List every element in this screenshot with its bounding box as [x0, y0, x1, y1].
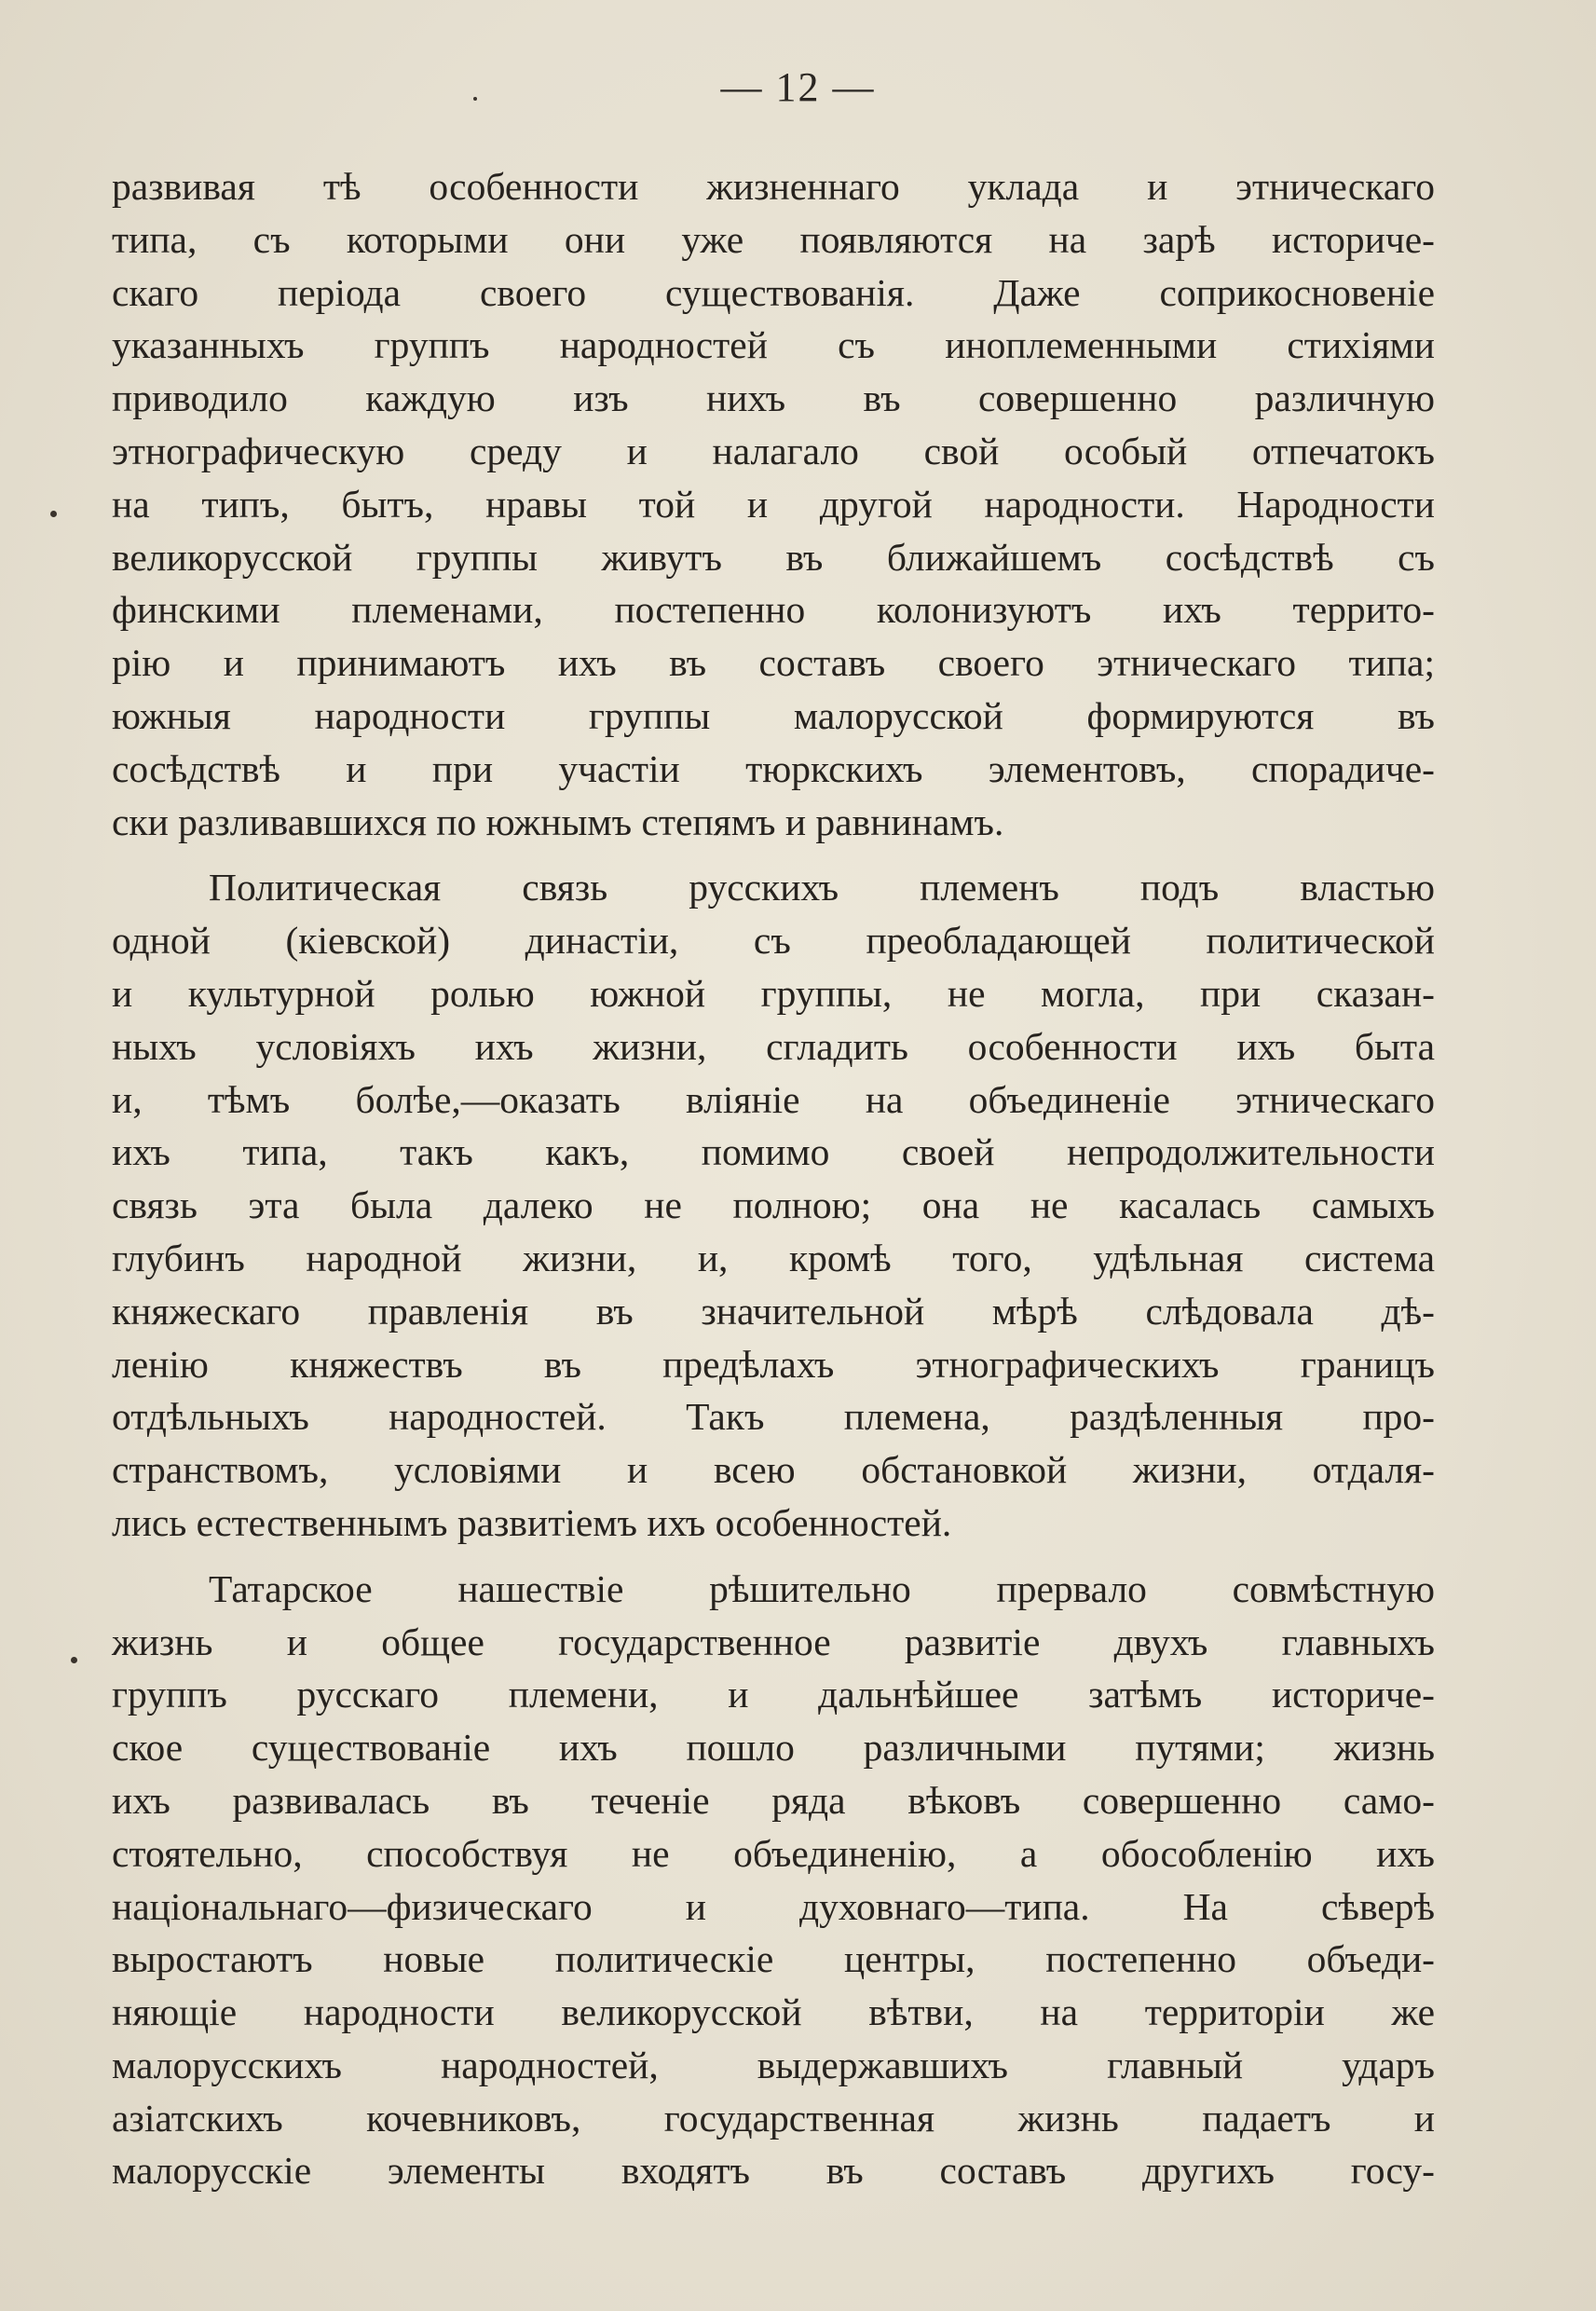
text-line: южныя народности группы малорусской формируются въ	[112, 693, 1435, 737]
page-number: — 12 —	[720, 64, 876, 110]
text-line: приводило каждую изъ нихъ въ совершенно различную	[112, 376, 1435, 420]
paragraph-3	[112, 1563, 1435, 2198]
text-line: типа, съ которыми они уже появляются на зарѣ историче-	[112, 217, 1435, 261]
text-line: ихъ типа, такъ какъ, помимо своей непродолжительности	[112, 1130, 1435, 1174]
text-line: національнаго—физическаго и духовнаго—типа. На сѣверѣ	[112, 1884, 1435, 1928]
text-line: ленію княжествъ въ предѣлахъ этнографическихъ границъ	[112, 1342, 1435, 1386]
print-speck	[50, 511, 57, 517]
text-line: и культурной ролью южной группы, не могла, при сказан-	[112, 971, 1435, 1015]
text-line: странствомъ, условіями и всею обстановкой жизни, отдаля-	[112, 1448, 1435, 1492]
text-line: связь эта была далеко не полною; она не касалась самыхъ	[112, 1183, 1435, 1227]
text-line: ихъ развивалась въ теченіе ряда вѣковъ совершенно само-	[112, 1778, 1435, 1822]
text-line: малорусскихъ народностей, выдержавшихъ главный ударъ	[112, 2043, 1435, 2086]
text-line: на типъ, бытъ, нравы той и другой народности. Народности	[112, 482, 1435, 526]
text-line: сосѣдствѣ и при участіи тюркскихъ элементовъ, спорадиче-	[112, 746, 1435, 790]
text-line: азіатскихъ кочевниковъ, государственная жизнь падаетъ и	[112, 2096, 1435, 2140]
paragraph-1	[112, 160, 1435, 848]
text-line: рію и принимаютъ ихъ въ составъ своего этническаго типа;	[112, 641, 1435, 685]
text-line: и, тѣмъ болѣе,—оказать вліяніе на объединеніе этническаго	[112, 1077, 1435, 1121]
text-line: великорусской группы живутъ въ ближайшемъ сосѣдствѣ съ	[112, 535, 1435, 579]
text-line: княжескаго правленія въ значительной мѣрѣ слѣдовала дѣ-	[112, 1289, 1435, 1333]
text-line: группъ русскаго племени, и дальнѣйшее затѣмъ историче-	[112, 1673, 1435, 1716]
text-line: глубинъ народной жизни, и, кромѣ того, удѣльная система	[112, 1236, 1435, 1279]
text-line: малорусскіе элементы входятъ въ составъ другихъ госу-	[112, 2149, 1435, 2193]
print-speck	[71, 1657, 77, 1663]
text-line: ское существованіе ихъ пошло различными путями; жизнь	[112, 1726, 1435, 1770]
text-line: Политическая связь русскихъ племенъ подъ властью	[209, 866, 1435, 909]
text-line: ски разливавшихся по южнымъ степямъ и равнинамъ.	[112, 800, 1004, 843]
text-line: отдѣльныхъ народностей. Такъ племена, раздѣленныя про-	[112, 1395, 1435, 1439]
text-line: финскими племенами, постепенно колонизуютъ ихъ террито-	[112, 588, 1435, 632]
text-line: развивая тѣ особенности жизненнаго уклада и этническаго	[112, 165, 1435, 208]
text-line: стоятельно, способствуя не объединенію, а обособленію ихъ	[112, 1831, 1435, 1875]
text-line: этнографическую среду и налагало свой особый отпечатокъ	[112, 429, 1435, 472]
body-text	[112, 160, 1435, 2197]
text-line: ныхъ условіяхъ ихъ жизни, сгладить особенности ихъ быта	[112, 1024, 1435, 1068]
text-line: указанныхъ группъ народностей съ иноплеменными стихіями	[112, 323, 1435, 367]
print-speck	[473, 97, 477, 101]
text-line: одной (кіевской) династіи, съ преобладающей политической	[112, 919, 1435, 963]
text-line: лись естественнымъ развитіемъ ихъ особенностей.	[112, 1500, 952, 1544]
paragraph-2	[112, 861, 1435, 1549]
text-line: скаго періода своего существованія. Даже соприкосновеніе	[112, 270, 1435, 314]
text-line: выростаютъ новые политическіе центры, постепенно объеди-	[112, 1937, 1435, 1981]
text-line: Татарское нашествіе рѣшительно прервало совмѣстную	[209, 1566, 1435, 1610]
text-line: няющіе народности великорусской вѣтви, на территоріи же	[112, 1990, 1435, 2034]
text-line: жизнь и общее государственное развитіе двухъ главныхъ	[112, 1620, 1435, 1663]
